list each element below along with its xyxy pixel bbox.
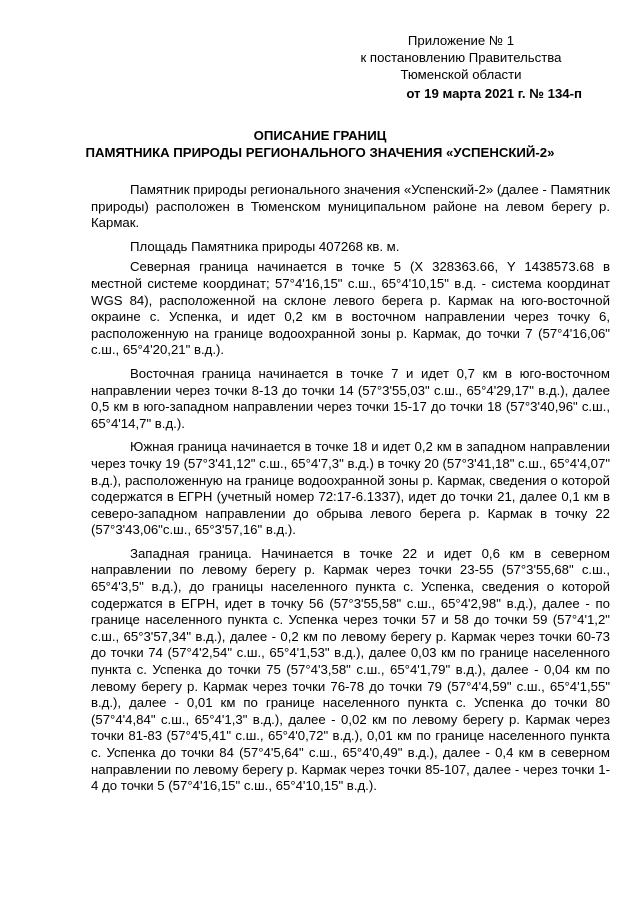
appendix-date: от 19 марта 2021 г. № 134-п <box>406 86 582 101</box>
paragraph-east-boundary: Восточная граница начинается в точке 7 и идет 0,7 км в юго-восточном направлении через точки 8-13 до точки 14 (57°3'55,03" с.ш., 65°4'29,17" в.д.), далее 0,5 км в юго-западном направлении через точки 15-17 до точки 18 (57°3'40,96" с.ш., 65°4'14,7" в.д.). <box>91 365 610 431</box>
paragraph-west-boundary: Западная граница. Начинается в точке 22 и идет 0,6 км в северном направлении по левому берегу р. Кармак через точки 23-55 (57°3'55,68" с.ш., 65°4'3,5" в.д.), до границы населенного пункта с. Успенка, сведения о которой содержатся в ЕГРН, идет в точку 56 (57°3'55,58" с.ш., 65°4'2,98" в.д.), далее - по границе населенного пункта с. Успенка через точки 57 и 58 до точки 59 (57°4'1,2" с.ш., 65°3'57,34" в.д.), далее - 0,2 км по левому берегу р. Кармак через точки 60-73 до точки 74 (57°4'2,54" с.ш., 65°4'1,53" в.д.), далее 0,03 км по границе населенного пункта с. Успенка до точки 75 (57°4'3,58" с.ш., 65°4'1,79" в.д.), далее - 0,04 км по левому берегу р. Кармак через точки 76-78 до точки 79 (57°4'4,59" с.ш., 65°4'1,55" в.д.), далее - 0,01 км по границе населенного пункта с. Успенка до точки 80 (57°4'4,84" с.ш., 65°4'1,3" в.д.), далее - 0,02 км по левому берегу р. Кармак через точки 81-83 (57°4'5,41" с.ш., 65°4'0,72" в.д.), 0,01 км по границе населенного пункта с. Успенка до точки 84 (57°4'5,64" с.ш., 65°4'0,49" в.д.), далее - 0,4 км в северном направлении по левому берегу р. Кармак через точки 85-107, далее - через точки 1-4 до точки 5 (57°4'16,15" с.ш., 65°4'10,15" в.д.). <box>91 545 610 794</box>
paragraph-north-boundary: Северная граница начинается в точке 5 (X 328363.66, Y 1438573.68 в местной системе координат; 57°4'16,15" с.ш., 65°4'10,15" в.д. - система координат WGS 84), расположенной на склоне левого берега р. Кармак на юго-восточной окраине с. Успенка, и идет 0,2 км в восточном направлении через точку 6, расположенную на границе водоохранной зоны р. Кармак, до точки 7 (57°4'16,06" с.ш., 65°4'20,21" в.д.). <box>91 259 610 358</box>
title-line-2: ПАМЯТНИКА ПРИРОДЫ РЕГИОНАЛЬНОГО ЗНАЧЕНИЯ «УСПЕНСКИЙ-2» <box>85 145 555 160</box>
paragraph-south-boundary: Южная граница начинается в точке 18 и идет 0,2 км в западном направлении через точку 19 (57°3'41,12" с.ш., 65°4'7,3" в.д.) в точку 20 (57°3'41,18" с.ш., 65°4'4,07" в.д.), расположенную на границе водоохранной зоны р. Кармак, сведения о которой содержатся в ЕГРН (учетный номер 72:17-6.1337), идет до точки 21, далее 0,1 км в северо-западном направлении до обрыва левого берега р. Кармак в точку 22 (57°3'43,06"с.ш., 65°3'57,16" в.д.). <box>91 439 611 538</box>
appendix-number: Приложение № 1 <box>407 33 515 48</box>
document-title <box>60 127 580 161</box>
appendix-region: Тюменской области <box>400 67 522 82</box>
paragraph-area: Площадь Памятника природы 407268 кв. м. <box>130 238 400 254</box>
appendix-header <box>340 32 582 102</box>
paragraph-intro: Памятник природы регионального значения «Успенский-2» (далее - Памятник природы) расположен в Тюменском муниципальном районе на левом берегу р. Кармак. <box>91 182 610 231</box>
document-body <box>91 182 610 802</box>
appendix-reference: к постановлению Правительства <box>360 50 562 65</box>
title-line-1: ОПИСАНИЕ ГРАНИЦ <box>253 128 387 143</box>
